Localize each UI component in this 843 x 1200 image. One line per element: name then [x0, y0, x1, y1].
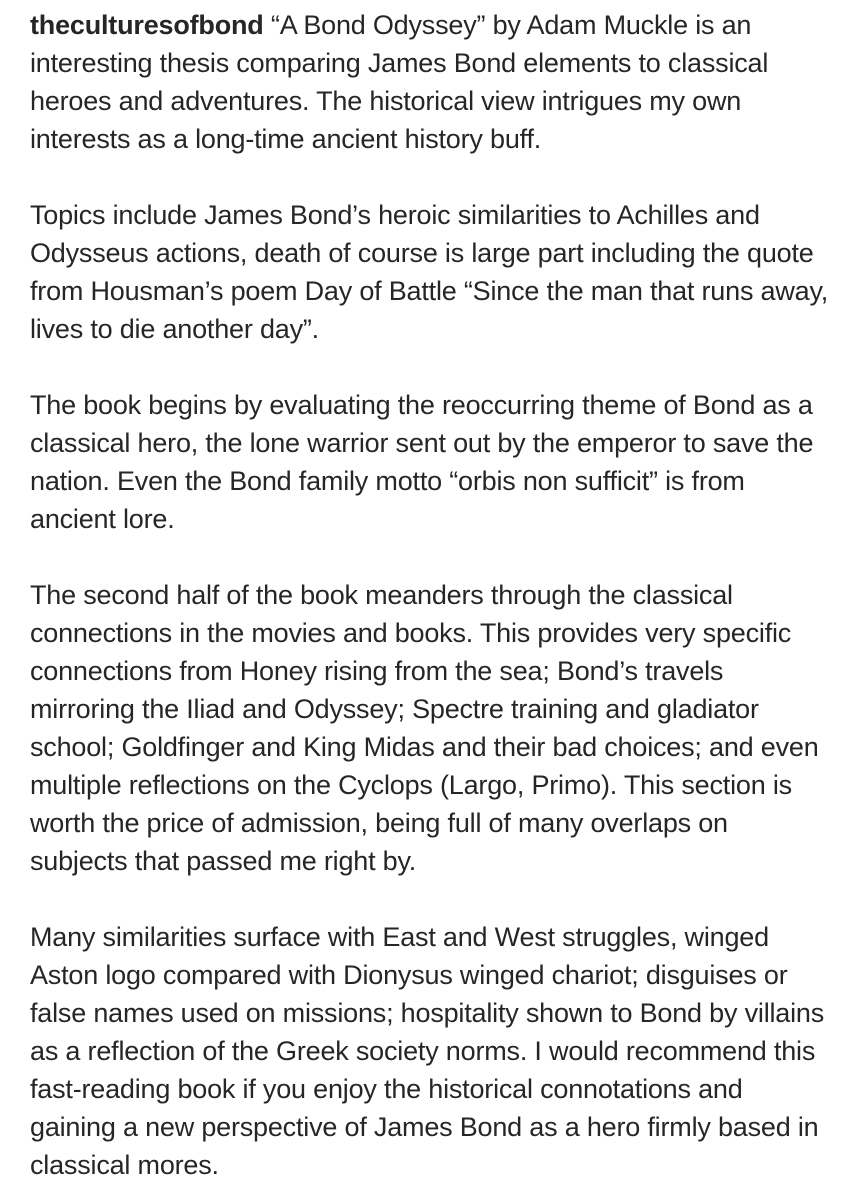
caption-paragraph-3: The book begins by evaluating the reoccurring theme of Bond as a classical hero, the lone warrior sent out by the emperor to save the nation. Even the Bond family motto “orbis non sufficit” is from ancient lore. — [30, 390, 814, 534]
username-link[interactable]: theculturesofbond — [30, 10, 264, 40]
caption-paragraph-1 — [30, 6, 830, 158]
caption-paragraph-4: The second half of the book meanders through the classical connections in the movies and books. This provides very specific connections from Honey rising from the sea; Bond’s travels mirroring the Iliad and Odyssey; Spectre training and gladiator school; Goldfinger and King Midas and their bad choices; and even multiple reflections on the Cyclops (Largo, Primo). This section is worth the price of admission, being full of many overlaps on subjects that passed me right by. — [30, 580, 819, 876]
caption-paragraph-2: Topics include James Bond’s heroic similarities to Achilles and Odysseus actions, death of course is large part including the quote from Housman’s poem Day of Battle “Since the man that runs away, lives to die another day”. — [30, 200, 829, 344]
caption-paragraph-5: Many similarities surface with East and West struggles, winged Aston logo compared with Dionysus winged chariot; disguises or false names used on missions; hospitality shown to Bond by villains as a reflection of the Greek society norms. I would recommend this fast-reading book if you enjoy the historical connotations and gaining a new perspective of James Bond as a hero firmly based in classical mores. — [30, 922, 825, 1180]
post-caption — [30, 6, 830, 1184]
caption-text-1: “A Bond Odyssey” by Adam Muckle is an interesting thesis comparing James Bond elements to classical heroes and adventures. The historical view intrigues my own interests as a long-time ancient history buff. — [30, 10, 769, 154]
